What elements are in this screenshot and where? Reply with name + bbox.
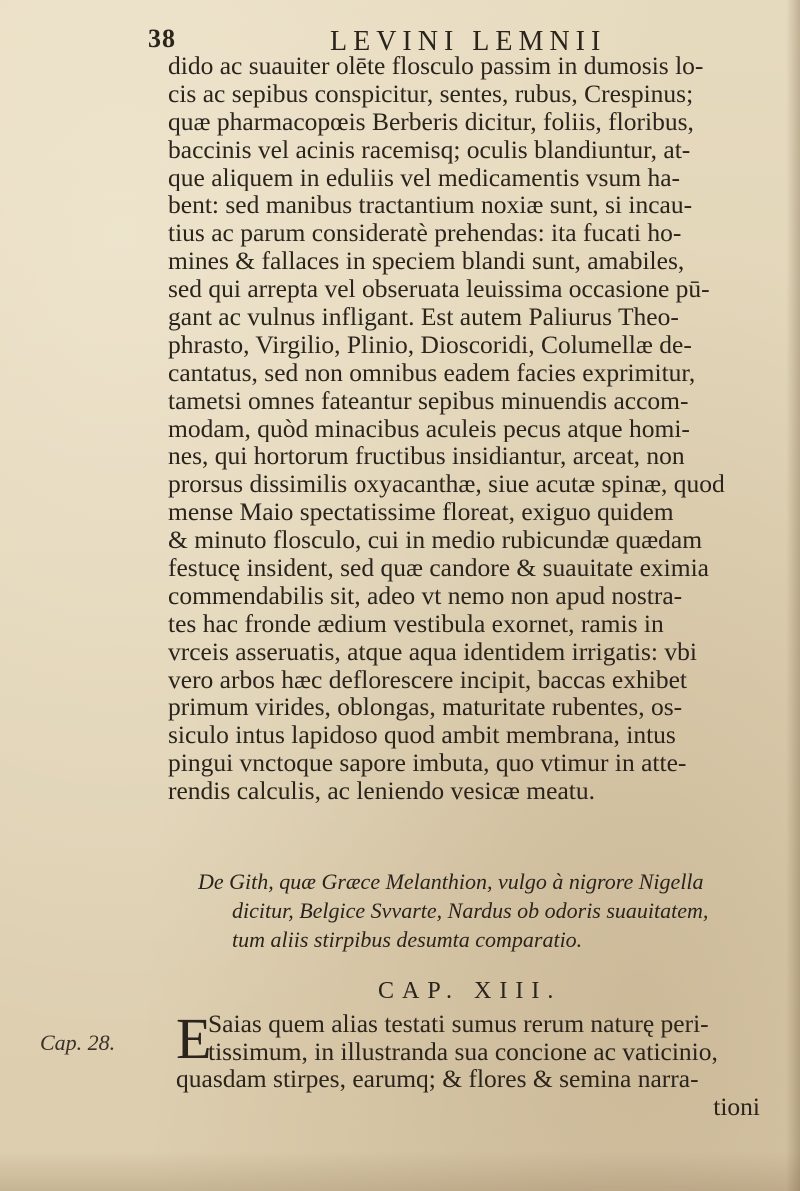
text-line: festucę insident, sed quæ candore & suauitate eximia [168,554,710,582]
text-line: gant ac vulnus infligant. Est autem Paliurus Theo- [168,303,679,331]
page-number: 38 [148,24,176,53]
text-line: prorsus dissimilis oxyacanthæ, siue acutæ spinæ, quod [168,470,725,499]
text-line: rendis calculis, ac leniendo vesicæ meatu. [168,777,595,806]
text-line: siculo intus lapidoso quod ambit membrana, intus [168,721,676,750]
running-head: LEVINI LEMNII [330,26,607,57]
summary-line: dicitur, Belgice Svvarte, Nardus ob odoris suauitatem, [232,898,709,923]
drop-cap-initial: E [176,1006,212,1071]
catchword: tioni [713,1092,760,1120]
text-line: cis ac sepibus conspicitur, sentes, rubus, Crespinus; [168,79,694,108]
page-bottom-shadow [0,1151,800,1191]
text-line: tes hac fronde ædium vestibula exornet, ramis in [168,609,664,638]
text-line: modam, quòd minacibus aculeis pecus atque homi- [168,414,690,443]
text-line: que aliquem in eduliis vel medicamentis vsum ha- [168,163,681,192]
text-line: nes, qui hortorum fructibus insidiantur, arceat, non [168,442,685,471]
text-line: vrceis asseruatis, atque aqua identidem irrigatis: vbi [168,637,697,666]
text-line: bent: sed manibus tractantium noxiæ sunt, si incau- [168,191,693,220]
summary-line: tum aliis stirpibus desumta comparatio. [232,927,583,952]
text-line: phrasto, Virgilio, Plinio, Dioscoridi, Columellæ de- [168,330,692,359]
text-line: pingui vnctoque sapore imbuta, quo vtimur in atte- [168,749,687,778]
margin-note: Cap. 28. [40,1030,116,1055]
text-line: Saias quem alias testati sumus rerum naturę peri- [208,1010,709,1038]
text-line: commendabilis sit, adeo vt nemo non apud nostra- [168,581,683,610]
text-line: tametsi omnes fateantur sepibus minuendis accom- [168,386,689,415]
chapter-text-block [176,1006,794,1120]
text-line: dido ac suauiter olēte flosculo passim in dumosis lo- [168,52,704,80]
text-line: quasdam stirpes, earumq; & flores & semina narra- [176,1065,699,1093]
text-line: sed qui arrepta vel obseruata leuissima occasione pū- [168,275,710,304]
text-line: cantatus, sed non omnibus eadem facies exprimitur, [168,358,696,387]
summary-line: De Gith, quæ Græce Melanthion, vulgo à nigrore Nigella [198,869,704,894]
section-summary-heading [198,867,788,954]
text-line: vero arbos hæc deflorescere incipit, baccas exhibet [168,665,687,694]
text-line: mines & fallaces in speciem blandi sunt, amabiles, [168,247,685,276]
text-line: mense Maio spectatissime floreat, exiguo quidem [168,498,674,527]
text-line: tius ac parum consideratè prehendas: ita fucati ho- [168,219,682,248]
text-line: baccinis vel acinis racemisq; oculis blandiuntur, at- [168,135,691,164]
text-line: quæ pharmacopœis Berberis dicitur, foliis, floribus, [168,107,694,136]
text-line: primum virides, oblongas, maturitate rubentes, os- [168,693,683,722]
chapter-heading: CAP. XIII. [378,978,562,1004]
text-line: tissimum, in illustranda sua concione ac vaticinio, [208,1037,718,1065]
main-text-block [168,52,796,805]
text-line: & minuto flosculo, cui in medio rubicundæ quædam [168,526,703,555]
